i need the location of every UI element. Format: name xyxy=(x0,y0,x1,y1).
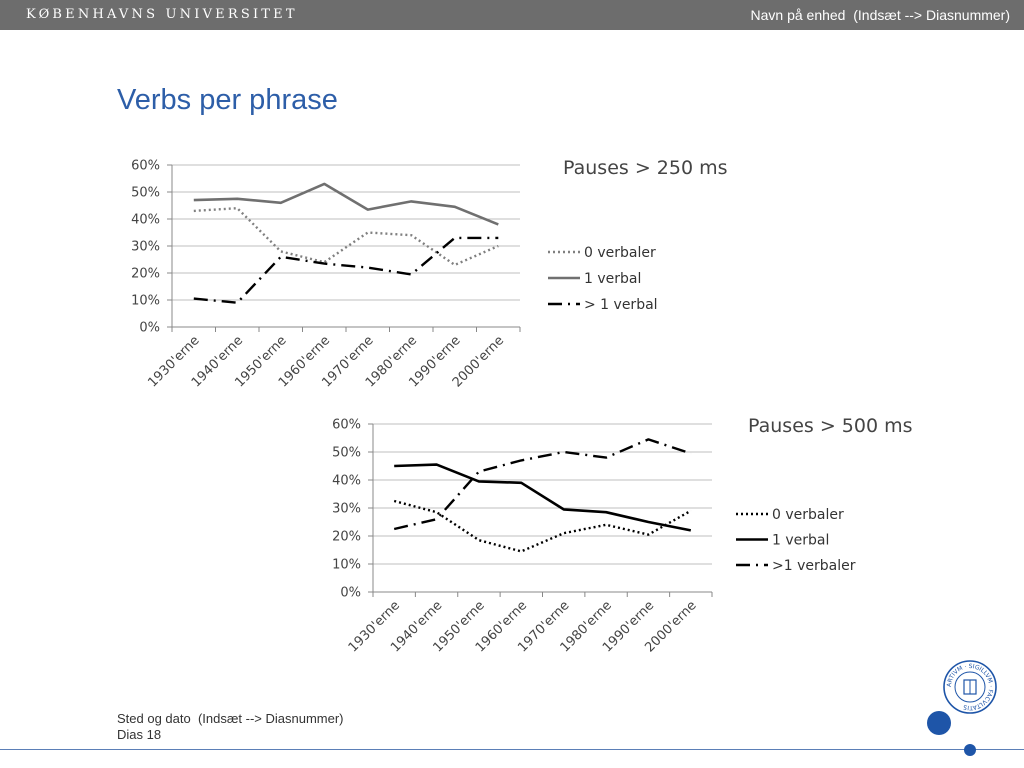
x-tick-label: 2000'erne xyxy=(642,598,700,656)
data-point xyxy=(393,500,395,502)
y-tick-label: 0% xyxy=(139,320,160,336)
x-tick-label: 1980'erne xyxy=(362,333,421,391)
x-tick-label: 1990'erne xyxy=(406,333,464,391)
university-seal-icon xyxy=(943,660,997,714)
data-point xyxy=(367,231,369,233)
data-point xyxy=(478,539,480,541)
data-point xyxy=(454,264,456,266)
data-point xyxy=(520,550,522,552)
data-point xyxy=(520,482,522,484)
unit-info: Navn på enhed (Indsæt --> Diasnummer) xyxy=(750,7,1010,23)
data-point xyxy=(690,510,692,512)
data-point xyxy=(193,199,195,201)
x-tick-label: 1940'erne xyxy=(188,333,247,391)
legend-label: >1 verbaler xyxy=(772,558,856,574)
data-point xyxy=(393,465,395,467)
x-tick-label: 1940'erne xyxy=(388,598,446,656)
legend-label: 1 verbal xyxy=(584,271,642,287)
x-tick-label: 1980'erne xyxy=(557,598,615,656)
data-point xyxy=(454,237,456,239)
data-point xyxy=(435,463,437,465)
series-line-1 xyxy=(394,501,691,551)
y-tick-label: 10% xyxy=(332,557,361,573)
series-line-2 xyxy=(394,465,691,531)
data-point xyxy=(497,245,499,247)
data-point xyxy=(367,266,369,268)
data-point xyxy=(605,524,607,526)
series-line-3 xyxy=(394,439,691,529)
chart-title: Pauses > 500 ms xyxy=(748,415,913,437)
y-tick-label: 0% xyxy=(340,585,361,601)
y-tick-label: 40% xyxy=(131,212,160,228)
chart-pauses-500 xyxy=(332,415,912,656)
footer-place-date: Sted og dato (Indsæt --> Diasnummer) xyxy=(117,711,344,726)
data-point xyxy=(236,302,238,304)
y-tick-label: 50% xyxy=(332,445,361,461)
university-name: KØBENHAVNS UNIVERSITET xyxy=(26,7,298,22)
data-point xyxy=(605,511,607,513)
x-tick-label: 1930'erne xyxy=(145,333,203,391)
data-point xyxy=(236,198,238,200)
footer-slide-number: Dias 18 xyxy=(117,727,162,742)
data-point xyxy=(647,438,649,440)
data-point xyxy=(393,528,395,530)
y-tick-label: 60% xyxy=(332,417,361,433)
footer-divider xyxy=(0,749,1024,750)
chart-title: Pauses > 250 ms xyxy=(563,157,728,179)
data-point xyxy=(280,250,282,252)
series-line-1 xyxy=(194,208,499,265)
x-tick-label: 1960'erne xyxy=(275,333,334,391)
y-tick-label: 20% xyxy=(131,266,160,282)
data-point xyxy=(280,202,282,204)
y-tick-label: 30% xyxy=(332,501,361,517)
y-tick-label: 30% xyxy=(131,239,160,255)
data-point xyxy=(497,223,499,225)
x-tick-label: 1930'erne xyxy=(345,598,404,656)
data-point xyxy=(435,511,437,513)
series-line-2 xyxy=(194,184,499,225)
data-point xyxy=(323,183,325,185)
y-tick-label: 20% xyxy=(332,529,361,545)
legend-label: 1 verbal xyxy=(772,532,830,549)
data-point xyxy=(690,529,692,531)
data-point xyxy=(562,532,564,534)
data-point xyxy=(280,256,282,258)
seal-text: ARTIVM · SIGILLVM · FACVLTATIS xyxy=(945,662,995,712)
data-point xyxy=(435,518,437,520)
legend-label: 0 verbaler xyxy=(772,507,844,523)
data-point xyxy=(478,480,480,482)
data-point xyxy=(520,459,522,461)
data-point xyxy=(193,210,195,212)
y-tick-label: 10% xyxy=(131,293,160,309)
y-tick-label: 50% xyxy=(131,185,160,201)
decor-dot-large xyxy=(927,711,951,735)
x-tick-label: 1990'erne xyxy=(599,598,658,656)
data-point xyxy=(410,234,412,236)
data-point xyxy=(367,208,369,210)
data-point xyxy=(690,452,692,454)
data-point xyxy=(562,508,564,510)
data-point xyxy=(478,470,480,472)
footer xyxy=(117,711,344,743)
x-tick-label: 1970'erne xyxy=(319,333,377,391)
y-tick-label: 40% xyxy=(332,473,361,489)
x-tick-label: 2000'erne xyxy=(449,333,508,391)
y-tick-label: 60% xyxy=(131,158,160,174)
x-tick-label: 1950'erne xyxy=(430,598,488,656)
slide-title: Verbs per phrase xyxy=(117,84,338,116)
data-point xyxy=(605,456,607,458)
data-point xyxy=(647,533,649,535)
chart-pauses-250 xyxy=(131,157,727,391)
data-point xyxy=(562,451,564,453)
legend-label: > 1 verbal xyxy=(584,297,658,313)
x-tick-label: 1950'erne xyxy=(232,333,290,391)
data-point xyxy=(410,273,412,275)
data-point xyxy=(497,237,499,239)
data-point xyxy=(323,262,325,264)
data-point xyxy=(193,297,195,299)
x-tick-label: 1970'erne xyxy=(515,598,573,656)
data-point xyxy=(454,206,456,208)
data-point xyxy=(647,521,649,523)
data-point xyxy=(236,207,238,209)
decor-dot-small xyxy=(964,744,976,756)
legend-label: 0 verbaler xyxy=(584,245,656,261)
data-point xyxy=(410,200,412,202)
x-tick-label: 1960'erne xyxy=(472,598,531,656)
